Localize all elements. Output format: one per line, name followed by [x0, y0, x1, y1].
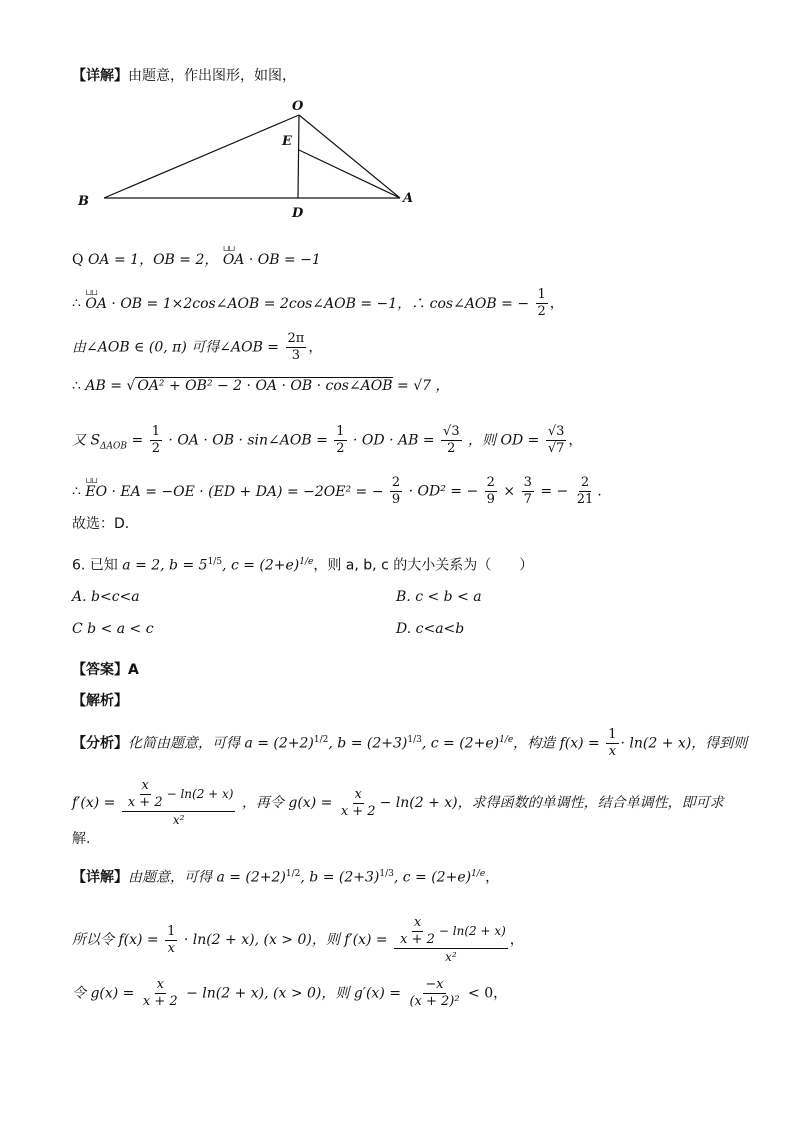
- detail-line-3: 令 g(x) = $\frac{x}{x + 2}$ − ln(2 + x), (x > 0)，则 g′(x) = $\frac{-x}{\text{(x + 2)²}}$ < 0，: [72, 977, 508, 1009]
- dot-product-calc: ⊔⊔ EO · EA = −OE · (ED + DA) = −2OE² = −: [85, 482, 383, 502]
- option-D: D. c<a<b: [396, 621, 465, 637]
- label-A: A: [403, 191, 414, 206]
- given-dot-product: ⊔⊔ OA · OB = −1: [223, 250, 321, 270]
- label-E: E: [282, 134, 292, 149]
- solution-line-5: 又 $S_{\Delta AOB}$ = $\frac{1}{2}$ · OA · OB · sin∠AOB = $\frac{1}{2}$ · OD · AB = $\frac{√3}{2}$ ，则 OD = $\frac{√3}{√7}$ ，: [72, 424, 583, 456]
- solution-line-6: ∴ ⊔⊔ EO · EA = −OE · (ED + DA) = −2OE² = − $\frac{2}{9}$ · OD² = − $\frac{2}{9}$ × $\frac{3}{7}$ = − $\frac{2}{21}$ .: [72, 475, 602, 508]
- detail-line-2: 所以令 f(x) = $\frac{1}{x}$ · ln(2 + x), (x > 0)，则 f′(x) = $\frac{x}{x + 2}$ − ln(2 + x) x² ，: [72, 915, 524, 964]
- segment-BO: [104, 115, 299, 198]
- solution-line-4: ∴ AB = √ OA² + OB² − 2 · OA · OB · cos∠AOB = √7 ，: [72, 378, 450, 394]
- given-lengths: OA = 1，OB = 2，: [87, 252, 219, 268]
- answer: 【答案】A: [72, 662, 139, 678]
- fraction: $\frac{2\pi}{3}$: [287, 331, 305, 363]
- detail-line-1: 【详解】由题意，可得 $a = (2+2)^{1/2}$, $b = (2+3)^{1/3}$, $c = (2+e)^{1/e}$，: [72, 869, 500, 886]
- angle-statement: 由∠AOB ∈ (0, π) 可得∠AOB =: [72, 339, 280, 356]
- analysis-line-3: 解.: [72, 831, 91, 847]
- detail-intro: 由题意，作出图形，如图，: [128, 68, 296, 84]
- label-B: B: [78, 194, 89, 209]
- solution-line-2: ∴ ⊔⊔ OA · OB = 1×2cos∠AOB = 2cos∠AOB = −1，∴ cos∠AOB = − $\frac{1}{2}$ ，: [72, 287, 564, 320]
- therefore-symbol: ∴: [72, 378, 81, 394]
- cos-derivation: ⊔⊔ OA · OB = 1×2cos∠AOB = 2cos∠AOB = −1，∴ cos∠AOB = −: [85, 294, 529, 314]
- option-C: C b < a < c: [72, 621, 154, 637]
- label-O: O: [292, 99, 304, 114]
- ab-value: = √7 ，: [397, 378, 450, 394]
- option-A: A. b<c<a: [72, 589, 140, 605]
- segment-OA: [299, 115, 400, 198]
- fraction: $\frac{1}{2}$: [537, 287, 546, 319]
- ab-label: AB =: [85, 378, 122, 394]
- option-B: B. c < b < a: [396, 589, 482, 605]
- choose-line: 故选：D.: [72, 516, 130, 532]
- triangle-figure: [70, 95, 430, 225]
- analysis-line-2: f′(x) = $\frac{x}{x + 2}$ − ln(2 + x) x² ，再令 g(x) = $\frac{x}{x + 2}$ − ln(2 + x)，求得函数的单调性，结合单调性，即可求: [72, 778, 724, 827]
- analysis-line-1: 【分析】化简由题意，可得 $a = (2+2)^{1/2}$, $b = (2+3)^{1/3}$, $c = (2+e)^{1/e}$，构造 f(x) = $\frac{1}{x}$ · ln(2 + x)，得到则: [72, 727, 748, 759]
- solution-line-3: 由∠AOB ∈ (0, π) 可得∠AOB = $\frac{2\pi}{3}$ ，: [72, 331, 323, 363]
- detail-label: 【详解】: [72, 68, 128, 84]
- since-symbol: Q: [72, 252, 84, 268]
- solution-line-1: [72, 250, 321, 270]
- radicand: OA² + OB² − 2 · OA · OB · cos∠AOB: [137, 378, 393, 394]
- segment-OD: [298, 115, 299, 198]
- analysis-heading: 【解析】: [72, 693, 128, 709]
- label-D: D: [292, 206, 304, 221]
- therefore-symbol: ∴: [72, 295, 81, 312]
- detail-heading: [72, 66, 296, 86]
- area-symbol: 又 S: [72, 432, 101, 449]
- question-6: 6. 已知 a = 2, $b = 5^{1/5}$, $c = (2+e)^{1/e}$，则 a, b, c 的大小关系为（ ）: [72, 557, 534, 574]
